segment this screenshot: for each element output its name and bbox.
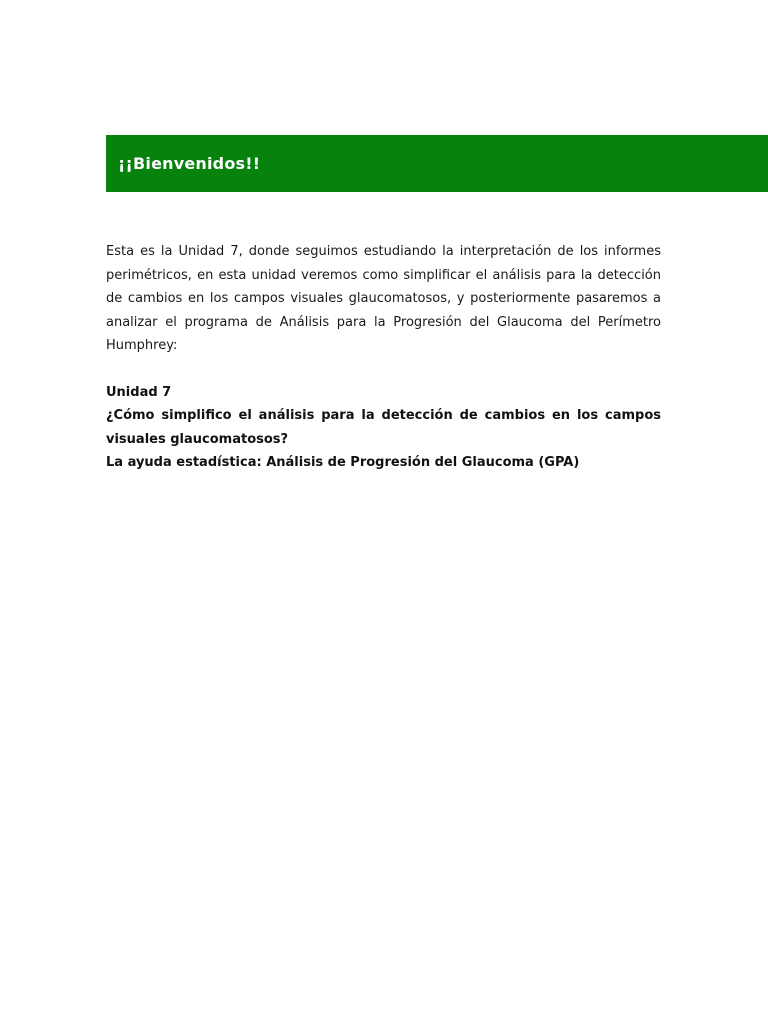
welcome-banner [106,135,768,192]
unit-question: ¿Cómo simplifico el análisis para la detección de cambios en los campos visuales glaucomatosos? [106,408,661,447]
unit-summary [106,381,661,475]
unit-subtitle: La ayuda estadística: Análisis de Progresión del Glaucoma (GPA) [106,455,580,470]
main-content [106,240,661,475]
intro-paragraph: Esta es la Unidad 7, donde seguimos estudiando la interpretación de los informes perimétricos, en esta unidad veremos como simplificar el análisis para la detección de cambios en los campos visuales glaucomatosos, y posteriormente pasaremos a analizar el programa de Análisis para la Progresión del Glaucoma del Perímetro Humphrey: [106,244,661,353]
unit-heading: Unidad 7 [106,384,172,400]
banner-title: ¡¡Bienvenidos!! [118,153,261,173]
